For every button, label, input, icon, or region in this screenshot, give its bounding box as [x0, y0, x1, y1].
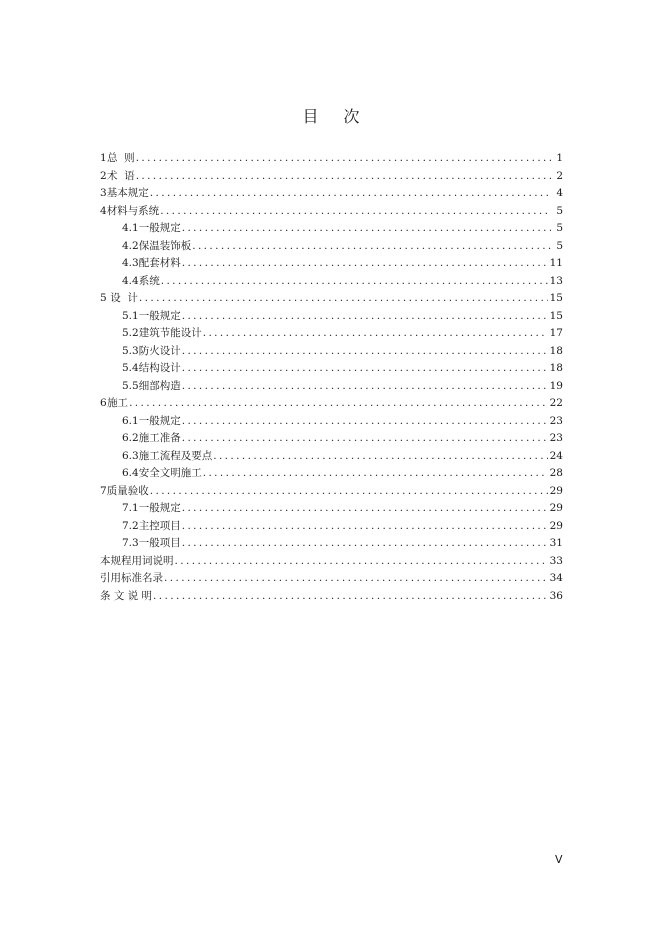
toc-entry-label: 建筑节能设计 [138, 327, 202, 339]
toc-entry[interactable] [100, 535, 563, 553]
toc-entry[interactable] [100, 360, 563, 378]
toc-dot-leader [213, 448, 547, 466]
toc-entry-label: 安全文明施工 [138, 467, 202, 479]
toc-dot-leader [182, 308, 548, 326]
toc-entry[interactable] [100, 273, 563, 291]
toc-entry-label: 一般规定 [138, 309, 181, 322]
toc-entry-page: 36 [549, 589, 563, 602]
toc-entry-number: 6 [100, 397, 107, 409]
toc-entry-number: 6.4 [122, 467, 139, 479]
toc-dot-leader [139, 290, 548, 308]
toc-entry-number: 5.4 [122, 362, 139, 374]
toc-entry[interactable] [100, 325, 563, 343]
toc-entry[interactable] [100, 395, 563, 413]
toc-entry[interactable] [100, 500, 563, 518]
toc-entry-page: 5 [556, 239, 563, 252]
toc-entry-page: 2 [556, 169, 563, 182]
toc-dot-leader [192, 238, 551, 256]
toc-dot-leader [182, 343, 548, 361]
toc-entry-page: 13 [549, 274, 563, 287]
toc-entry-number: 6.1 [122, 414, 139, 427]
toc-entry-label: 细部构造 [138, 379, 181, 392]
toc-entry-label: 质量验收 [106, 484, 149, 497]
toc-entry[interactable] [100, 465, 563, 483]
toc-entry-label: 施工准备 [138, 432, 181, 444]
toc-entry-page: 29 [549, 502, 563, 514]
toc-entry[interactable] [100, 220, 563, 238]
toc-entry-number: 7.1 [122, 502, 139, 514]
toc-dot-leader [136, 168, 551, 186]
toc-dot-leader [150, 185, 551, 203]
toc-entry-number: 7 [100, 484, 107, 497]
toc-entry-page: 29 [549, 519, 563, 532]
toc-entry-page: 15 [549, 292, 563, 304]
toc-entry-label: 系统 [138, 274, 160, 287]
toc-dot-leader [182, 518, 548, 536]
toc-entry-label: 保温装饰板 [138, 239, 192, 252]
toc-entry-page: 15 [549, 309, 563, 322]
toc-dot-leader [182, 220, 551, 238]
page-title: 目 次 [302, 107, 370, 126]
toc-entry-label: 基本规定 [106, 187, 149, 199]
toc-entry-page: 17 [549, 327, 563, 339]
toc-dot-leader [161, 273, 548, 291]
toc-entry-number: 6.3 [122, 449, 139, 462]
toc-dot-leader [182, 378, 548, 396]
toc-entry-page: 1 [556, 152, 563, 164]
toc-entry-number: 4.4 [122, 274, 139, 287]
toc-entry[interactable] [100, 588, 563, 606]
toc-dot-leader [182, 430, 548, 448]
toc-dot-leader [182, 255, 548, 273]
toc-entry-label: 材料与系统 [106, 204, 160, 217]
toc-entry-page: 5 [556, 222, 563, 234]
toc-entry-number: 4.1 [122, 222, 139, 234]
toc-entry-number: 4.2 [122, 239, 139, 252]
toc-dot-leader [182, 535, 548, 553]
toc-entry-label: 术 语 [107, 169, 135, 182]
toc-entry-label: 本规程用词说明 [100, 554, 174, 567]
toc-entry[interactable] [100, 150, 563, 168]
toc-entry-number: 2 [100, 169, 107, 182]
toc-entry-page: 18 [549, 344, 563, 357]
toc-entry-page: 22 [549, 397, 563, 409]
toc-entry[interactable] [100, 185, 563, 203]
toc-entry-page: 28 [549, 467, 563, 479]
toc-dot-leader [160, 203, 551, 221]
toc-entry[interactable] [100, 168, 563, 186]
toc-entry-label: 一般项目 [138, 537, 181, 549]
toc-entry[interactable] [100, 483, 563, 501]
toc-entry[interactable] [100, 343, 563, 361]
toc-entry-page: 4 [556, 187, 563, 199]
toc-dot-leader [175, 553, 548, 571]
toc-dot-leader [153, 588, 548, 606]
toc-entry-label: 总 则 [107, 152, 135, 164]
toc-entry-number: 6.2 [122, 432, 139, 444]
toc-entry[interactable] [100, 203, 563, 221]
toc-entry-number: 5.2 [122, 327, 139, 339]
toc-entry-number: 4 [100, 204, 107, 217]
toc-entry-number: 7.3 [122, 537, 139, 549]
toc-entry-number: 4.3 [122, 257, 139, 269]
toc-entry-number: 5.5 [122, 379, 139, 392]
toc-entry-number: 5.3 [122, 344, 139, 357]
toc-entry-page: 18 [549, 362, 563, 374]
toc-entry[interactable] [100, 430, 563, 448]
toc-entry-label: 主控项目 [138, 519, 181, 532]
toc-entry-number: 1 [100, 152, 107, 164]
toc-entry[interactable] [100, 290, 563, 308]
toc-entry[interactable] [100, 378, 563, 396]
toc-dot-leader [182, 413, 548, 431]
toc-entry-page: 5 [556, 204, 563, 217]
toc-entry[interactable] [100, 308, 563, 326]
toc-dot-leader [182, 360, 548, 378]
toc-dot-leader [203, 325, 548, 343]
toc-entry[interactable] [100, 238, 563, 256]
toc-entry-label: 施工 [107, 397, 129, 409]
toc-entry-page: 34 [549, 572, 563, 584]
toc-entry-page: 23 [549, 432, 563, 444]
toc-entry[interactable] [100, 570, 563, 588]
toc-entry-page: 33 [549, 554, 563, 567]
table-of-contents [100, 150, 563, 605]
toc-entry-page: 11 [549, 257, 563, 269]
page-number: V [555, 853, 563, 866]
toc-dot-leader [129, 395, 548, 413]
toc-dot-leader [150, 483, 548, 501]
toc-entry-label: 引用标准名录 [100, 572, 163, 584]
toc-entry-label: 防火设计 [138, 344, 181, 357]
toc-entry-label: 一般规定 [138, 502, 181, 514]
toc-entry-page: 31 [549, 537, 563, 549]
toc-entry-label: 一般规定 [138, 222, 181, 234]
toc-entry-label: 设 计 [106, 292, 138, 304]
toc-entry[interactable] [100, 448, 563, 466]
toc-entry-number: 3 [100, 187, 107, 199]
toc-entry-number: 5.1 [122, 309, 139, 322]
toc-entry-label: 条 文 说 明 [100, 589, 153, 602]
toc-entry[interactable] [100, 413, 563, 431]
toc-entry[interactable] [100, 553, 563, 571]
toc-entry[interactable] [100, 255, 563, 273]
toc-entry-page: 23 [549, 414, 563, 427]
toc-entry-label: 一般规定 [138, 414, 181, 427]
toc-entry-label: 施工流程及要点 [138, 449, 213, 462]
toc-entry-label: 结构设计 [138, 362, 181, 374]
toc-entry-number: 5 [100, 292, 107, 304]
toc-entry-page: 19 [549, 379, 563, 392]
toc-dot-leader [182, 500, 548, 518]
toc-dot-leader [203, 465, 548, 483]
toc-entry-label: 配套材料 [138, 257, 181, 269]
toc-entry-page: 29 [549, 484, 563, 497]
toc-entry-number: 7.2 [122, 519, 139, 532]
toc-entry-page: 24 [549, 449, 563, 462]
toc-entry[interactable] [100, 518, 563, 536]
toc-dot-leader [164, 570, 548, 588]
toc-dot-leader [136, 150, 551, 168]
